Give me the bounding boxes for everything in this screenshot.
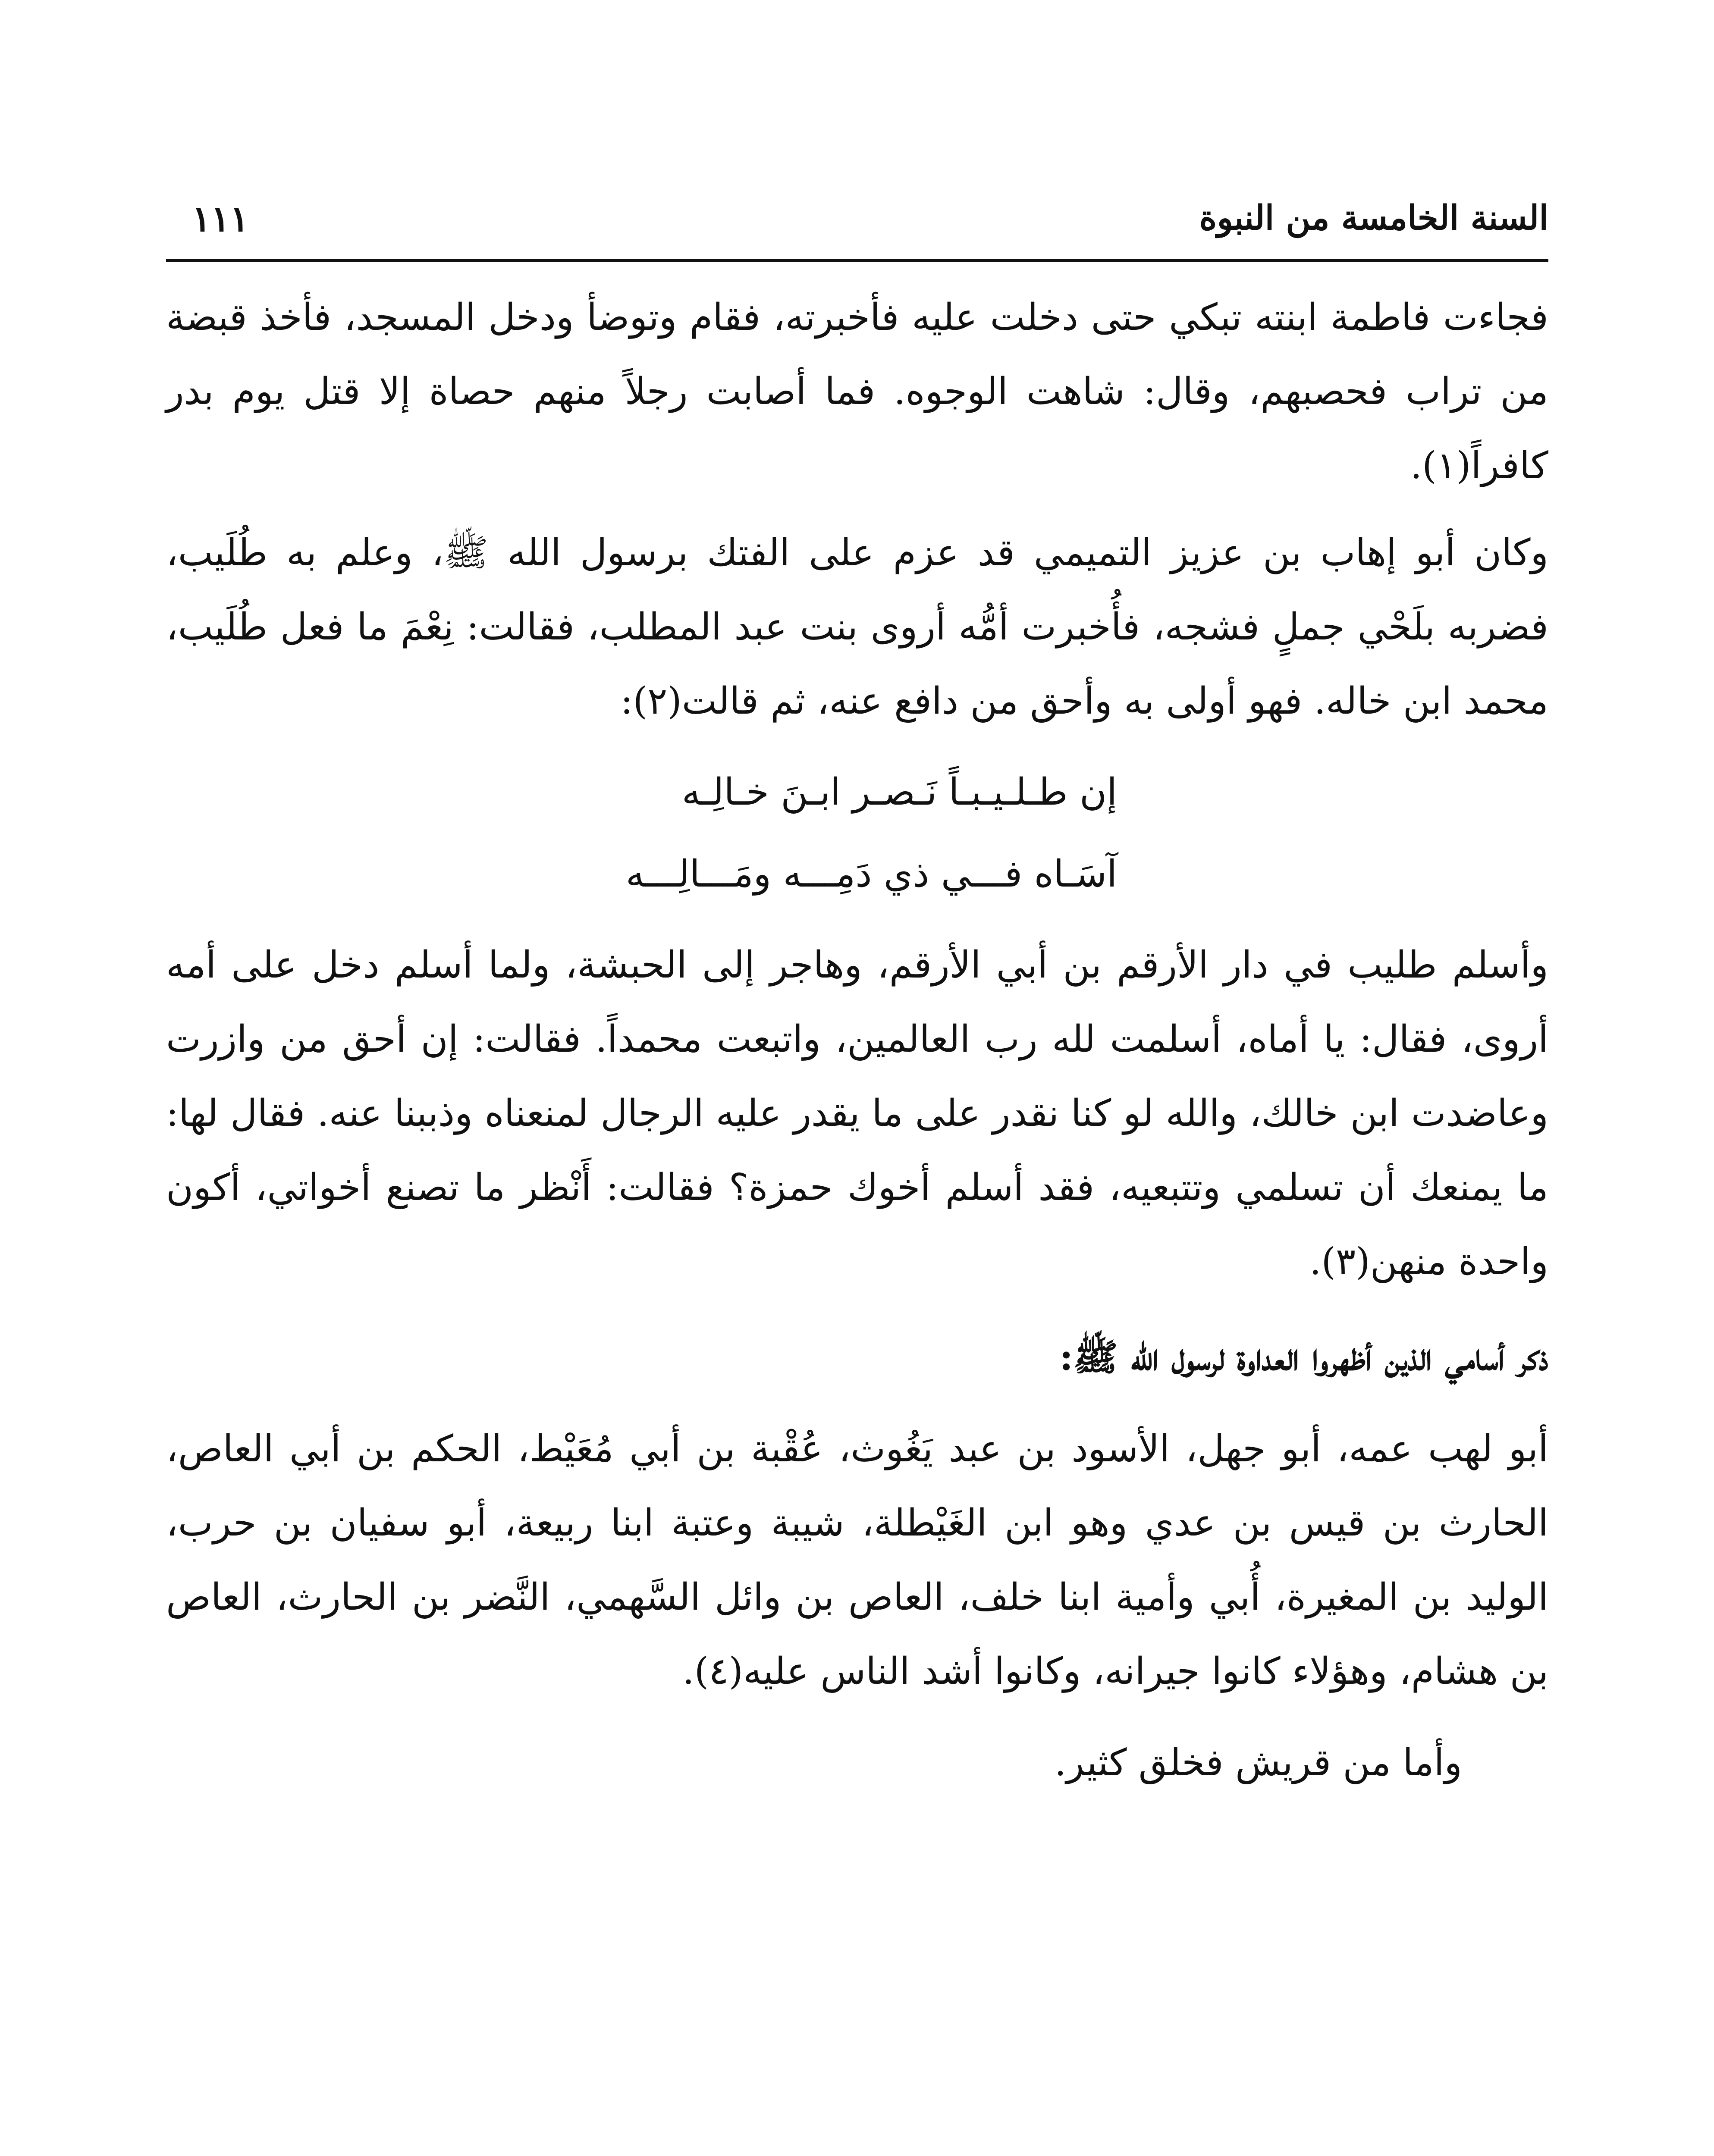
paragraph-1: فجاءت فاطمة ابنته تبكي حتى دخلت عليه فأخبرته، فقام وتوضأ ودخل المسجد، فأخذ قبضة من تراب فحصبهم، وقال: شاهت الوجوه. فما أصابت رجلاً منهم حصاة إلا قتل يوم بدر كافراً(١). — [166, 296, 1548, 487]
page-header — [166, 181, 1548, 267]
section-heading: ذكر أسامي الذين أظهروا العداوة لرسول الله ﷺ: — [1059, 1335, 1548, 1379]
paragraph-2: وكان أبو إهاب بن عزيز التميمي قد عزم على الفتك برسول الله ﷺ، وعلم به طُلَيب، فضربه بلَحْي جملٍ فشجه، فأُخبرت أمُّه أروى بنت عبد المطلب، فقالت: نِعْمَ ما فعل طُلَيب، محمد ابن خاله. فهو أولى به وأحق من دافع عنه، ثم قالت(٢): — [166, 531, 1548, 723]
paragraph-4: أبو لهب عمه، أبو جهل، الأسود بن عبد يَغُوث، عُقْبة بن أبي مُعَيْط، الحكم بن أبي العاص، الحارث بن قيس بن عدي وهو ابن الغَيْطلة، شيبة وعتبة ابنا ربيعة، أبو سفيان بن حرب، الوليد بن المغيرة، أُبي وأمية ابنا خلف، العاص بن وائل السَّهمي، النَّضر بن الحارث، العاص بن هشام، وهؤلاء كانوا جيرانه، وكانوا أشد الناس عليه(٤). — [166, 1427, 1548, 1693]
running-head-title: السنة الخامسة من النبوة — [1199, 198, 1548, 238]
verse-line-1: إن طـلـيـبـاً نَـصـر ابـنَ خـالِـه — [681, 771, 1117, 814]
header-rule — [166, 259, 1548, 262]
main-text — [166, 280, 1548, 1800]
poem-verses — [166, 751, 1548, 915]
verse-line-2: آسَـاه فـــي ذي دَمِـــه ومَـــالِـــه — [625, 852, 1117, 896]
page-number: ١١١ — [192, 198, 249, 240]
paragraph-5: وأما من قريش فخلق كثير. — [1054, 1741, 1462, 1784]
paragraph-3: وأسلم طليب في دار الأرقم بن أبي الأرقم، وهاجر إلى الحبشة، ولما أسلم دخل على أمه أروى، فقال: يا أماه، أسلمت لله رب العالمين، واتبعت محمداً. فقالت: إن أحق من وازرت وعاضدت ابن خالك، والله لو كنا نقدر على ما يقدر عليه الرجال لمنعناه وذببنا عنه. فقال لها: ما يمنعك أن تسلمي وتتبعيه، فقد أسلم أخوك حمزة؟ فقالت: أَنْظر ما تصنع أخواتي، أكون واحدة منهن(٣). — [166, 943, 1548, 1283]
